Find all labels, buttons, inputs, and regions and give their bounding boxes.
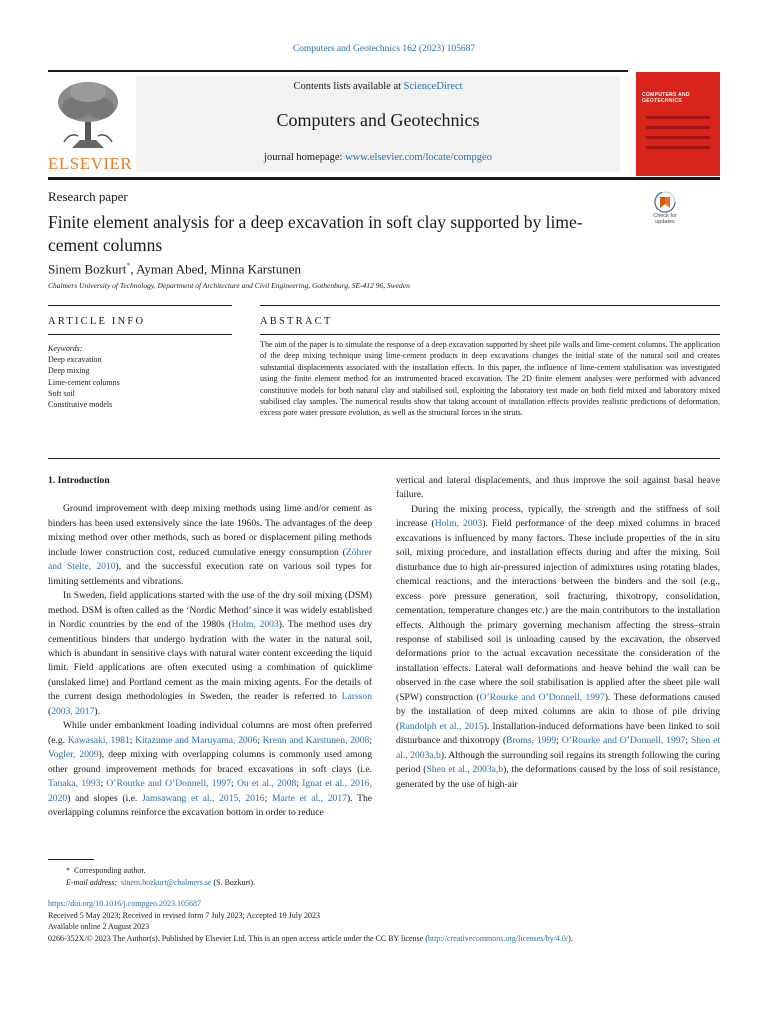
citation-link[interactable]: O’Rourke and O’Donnell, 1997 <box>561 735 686 747</box>
masthead-bottom-rule <box>48 177 720 180</box>
cover-graphic <box>646 146 710 149</box>
author-name[interactable]: Ayman Abed <box>136 261 204 277</box>
paragraph-text: While under embankment loading individual columns are most often preferred (e.g. <box>48 720 372 746</box>
article-metadata <box>48 898 728 944</box>
keyword-item: Lime-cement columns <box>48 377 120 387</box>
citation-link[interactable]: Marte et al., 2017 <box>272 792 347 804</box>
paragraph-text: Ground improvement with deep mixing methods using lime and/or cement as binders has been used extensively since the late 1960s. The advantages of the deep mixing method over other methods, such as bored or displacement piling methods include lower construction cost, reduced cumulative energy consumption ( <box>48 503 372 558</box>
keyword-item: Deep excavation <box>48 355 102 365</box>
contents-prefix: Contents lists available at <box>293 81 404 92</box>
citation-link[interactable]: O’Rourke and O’Donnell, 1997 <box>479 691 605 703</box>
abstract-rule <box>260 305 720 306</box>
paragraph-text: vertical and lateral displacements, and thus improve the soil against basal heave failure. <box>396 475 720 501</box>
citation-link[interactable]: Larsson <box>341 691 372 703</box>
paragraph-text: ), and the successful execution rate on various soil types for limiting settlements and vibrations. <box>48 561 372 587</box>
body-paragraph <box>48 589 372 719</box>
article-info-rule <box>48 334 232 335</box>
masthead <box>48 70 720 180</box>
citation-link[interactable]: 2003, 2017 <box>51 705 95 717</box>
homepage-prefix: journal homepage: <box>264 152 346 163</box>
journal-title: Computers and Geotechnics <box>276 110 480 130</box>
article-info-heading: ARTICLE INFO <box>48 316 146 327</box>
article-title: Finite element analysis for a deep excavation in soft clay supported by lime-cement columns <box>48 212 583 255</box>
citation-link[interactable]: Holm, 2003 <box>434 518 483 530</box>
author-list <box>48 261 301 277</box>
citation-link[interactable]: Shen et al., 2003a,b <box>396 735 720 761</box>
journal-reference[interactable]: Computers and Geotechnics 162 (2023) 105687 <box>292 44 476 54</box>
body-column-right <box>396 474 720 792</box>
paragraph-text: ), deep mixing with overlapping columns is commonly used among other ground improvement methods for braced excavations in soft clays (i.e. <box>48 749 372 775</box>
online-date: Available online 2 August 2023 <box>48 922 150 932</box>
citation-link[interactable]: Ignat et al., 2016, 2020 <box>48 778 372 804</box>
journal-homepage-line <box>136 152 620 163</box>
cover-graphic <box>646 126 710 129</box>
license-link[interactable]: http://creativecommons.org/licenses/by/4.0/ <box>427 933 569 943</box>
left-paragraphs <box>48 502 372 820</box>
footnote-rule <box>48 859 94 860</box>
cover-graphic <box>646 116 710 119</box>
cover-graphic <box>646 136 710 139</box>
email-label: E-mail address: <box>66 878 118 887</box>
author-separator: , <box>203 261 211 277</box>
body-paragraph <box>396 474 720 503</box>
footnote-mark: * <box>66 866 70 875</box>
footnote-email <box>48 877 720 889</box>
license-suffix: ). <box>568 933 573 943</box>
paragraph-text: ; <box>369 734 372 746</box>
citation-link[interactable]: Jamsawang et al., 2015, 2016 <box>142 792 265 804</box>
paragraph-text: ). Installation-induced deformations have been linked to soil disturbance and thixotropy ( <box>396 720 720 747</box>
email-link[interactable]: sinem.bozkurt@chalmers.se <box>121 878 212 887</box>
contents-available-line <box>136 81 620 92</box>
masthead-top-rule <box>48 70 628 72</box>
journal-cover-thumbnail[interactable] <box>636 72 720 176</box>
citation-link[interactable]: O’Rourke and O’Donnell, 1997 <box>106 778 231 790</box>
paragraph-text: ; <box>231 778 237 790</box>
abstract-heading: ABSTRACT <box>260 316 333 327</box>
citation-link[interactable]: Shen et al., 2003a,b <box>426 764 504 776</box>
sciencedirect-link[interactable]: ScienceDirect <box>403 81 463 92</box>
keywords-label: Keywords: <box>48 344 83 353</box>
check-for-updates-label[interactable]: Check for updates <box>653 213 677 225</box>
paragraph-text: ; <box>129 734 136 746</box>
corresponding-author-mark[interactable]: * <box>126 261 131 270</box>
elsevier-wordmark: ELSEVIER <box>48 154 133 173</box>
body-paragraph <box>48 719 372 820</box>
paragraph-text: ). The method uses dry cementitious binders that undergo hydration with the water in the natural soil, which is abundant in sensitive clays with natural water content exceeding the liquid limit. Field applications are often executed using a combination of quicklime (unslaked lime) and Portland cement as the main mixing agents. For the details of the current design methodologies in Sweden, the reader is referred to <box>48 619 372 703</box>
keyword-item: Soft soil <box>48 388 75 398</box>
right-paragraphs <box>396 474 720 792</box>
paragraph-text: ). The overlapping columns reinforce the excavation bottom in order to reduce <box>48 792 372 818</box>
keyword-item: Constitutive models <box>48 400 113 410</box>
paragraph-text: During the mixing process, typically, the strength and the stiffness of soil increase ( <box>396 503 720 530</box>
paragraph-text: ), the deformations caused by the loss of soil resistance, generated by the use of high-air <box>396 764 720 790</box>
footnotes <box>48 865 720 889</box>
citation-link[interactable]: Kawasaki, 1981 <box>67 734 130 746</box>
citation-link[interactable]: Ou et al., 2008 <box>236 778 297 790</box>
paragraph-text: ; <box>556 735 562 747</box>
doi-link[interactable]: https://doi.org/10.1016/j.compgeo.2023.105687 <box>48 899 201 908</box>
article-info-rule <box>48 305 232 306</box>
footnote-corresponding-text: Corresponding author. <box>74 866 146 875</box>
history-dates: Received 5 May 2023; Received in revised form 7 July 2023; Accepted 19 July 2023 <box>48 910 320 920</box>
citation-link[interactable]: Zöhrer and Stelte, 2010 <box>48 546 372 573</box>
article-type: Research paper <box>48 189 128 204</box>
elsevier-logo[interactable] <box>48 78 133 173</box>
abstract-text: The aim of the paper is to simulate the response of a deep excavation supported by sheet pile walls and lime-cement columns. The application of the deep mixing technique using lime-cement products in deep excavations changes the initial state of the natural soil and creates substantial displacements associated with the installation effects. In this paper, the influence of lime-cement stabilisation was investigated using the finite element method for an instrumented braced excavation. The 2D finite element analyses were performed with advanced constitutive models for both natural clay and stabilised soil, exploiting the laboratory test made on both field mixed and laboratory mixed stabilised clay samples. The numerical results show that taking account of installation effects provides realistic predictions of deformation, excess pore water pressure evolution, as well as the structural forces in the struts. <box>260 340 720 418</box>
email-suffix: (S. Bozkurt). <box>211 878 256 887</box>
paragraph-text: ). Field performance of the deep mixed columns in braced excavations is influenced by many factors. These include properties of the in situ soil, mixing procedure, and installation effects during and after the mixing. Soil disturbance due to high air-pressured injection of admixtures using rotating blades, chemical reactions, and the interactions between the binders and the soil (e.g., excess pore pressure generation, soil fracturing, thixotropy, consolidation, cementation, temperature changes etc.) are the main contributors to the installation effects. Although the primary governing mechanism affecting the stress–strain response of stabilised soil is unloading caused by the excavation, the observed deformations prior to the actual excavation necessitate the consideration of the installation effects. Lateral wall deformations and heave behind the wall can be observed in the case where the soil stabilisation is applied after the sheet pile wall (SPW) construction ( <box>396 518 720 703</box>
section-heading: 1. Introduction <box>48 475 110 486</box>
paragraph-text: ; <box>685 735 691 747</box>
elsevier-tree-icon <box>52 78 124 150</box>
author-name[interactable]: Minna Karstunen <box>210 261 302 277</box>
cover-title: COMPUTERS AND GEOTECHNICS <box>642 92 690 104</box>
license-line <box>48 933 728 945</box>
license-text: 0266-352X/© 2023 The Author(s). Published by Elsevier Ltd. This is an open access article under the CC BY license ( <box>48 933 428 943</box>
citation-link[interactable]: Tanaka, 1993 <box>48 778 101 790</box>
abstract-rule <box>260 334 720 335</box>
paragraph-text: ; <box>296 778 303 790</box>
check-for-updates-icon[interactable] <box>647 191 683 231</box>
citation-link[interactable]: Kitazume and Maruyama, 2006 <box>135 734 258 746</box>
paragraph-text: ). <box>94 705 100 717</box>
journal-banner <box>136 76 620 172</box>
paragraph-text: ; <box>257 734 263 746</box>
paragraph-text: ). Although the surrounding soil regains its strength following the curing period ( <box>396 749 721 776</box>
front-matter-rule <box>48 458 720 459</box>
footnote-corresponding <box>48 865 720 877</box>
keyword-item: Deep mixing <box>48 366 90 376</box>
body-column-left <box>48 474 372 820</box>
author-separator: , <box>130 261 137 277</box>
citation-link[interactable]: Broms, 1999 <box>506 735 557 747</box>
paragraph-text: ( <box>48 705 52 717</box>
citation-link[interactable]: Randolph et al., 2015 <box>399 720 484 732</box>
citation-link[interactable]: Vogler, 2009 <box>48 749 99 761</box>
keywords-block <box>48 343 228 410</box>
paragraph-text: ; <box>100 778 107 790</box>
paragraph-text: ). These deformations caused by the installation of deep mixed columns are akin to those of pile driving ( <box>396 691 720 732</box>
author-name[interactable]: Sinem Bozkurt <box>48 261 127 277</box>
journal-homepage-link[interactable]: www.elsevier.com/locate/compgeo <box>345 152 492 163</box>
citation-link[interactable]: Holm, 2003 <box>231 619 279 631</box>
paragraph-text: ; <box>264 792 273 804</box>
citation-link[interactable]: Krenn and Karstunen, 2008 <box>262 734 370 746</box>
paragraph-text: ) and slopes (i.e. <box>67 792 143 804</box>
author-affiliation: Chalmers University of Technology, Department of Architecture and Civil Engineering, Gothenburg, SE-412 96, Sweden <box>48 281 410 290</box>
body-paragraph <box>396 503 720 792</box>
paragraph-text: In Sweden, field applications started with the use of the dry soil mixing (DSM) method. DSM is often called as the ‘Nordic Method’ since it was widely established in Nordic countries by the end of the 1980s ( <box>48 590 372 631</box>
body-paragraph <box>48 502 372 589</box>
